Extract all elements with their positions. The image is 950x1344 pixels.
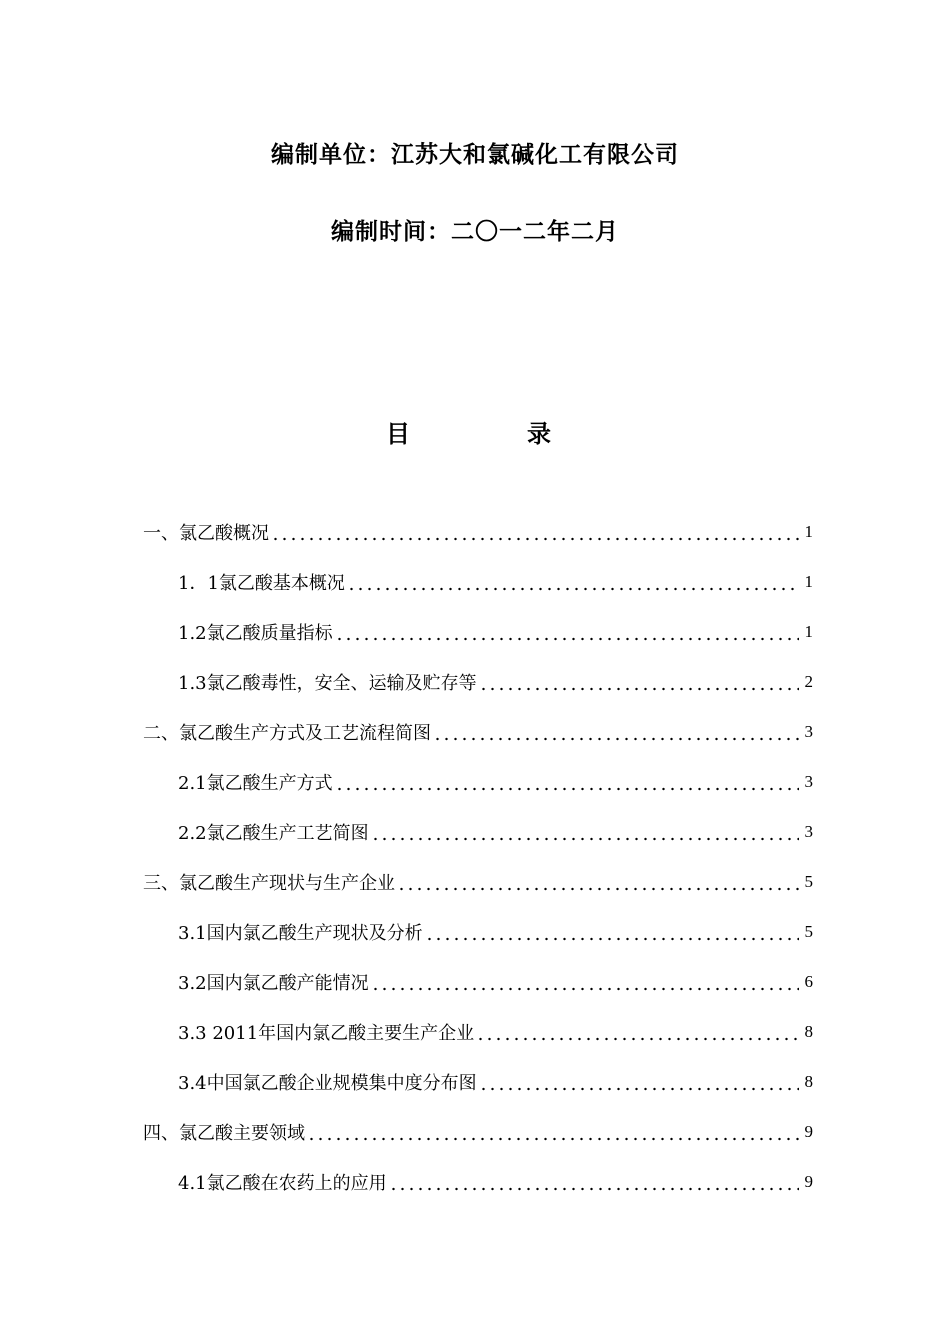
toc-entry[interactable]: [143, 1057, 813, 1107]
toc-entry-label: 3.3 2011年国内氯乙酸主要生产企业: [178, 1023, 475, 1044]
toc-entry-label: 1．1氯乙酸基本概况: [178, 573, 345, 594]
toc-dot-leader: [335, 773, 799, 791]
toc-entry[interactable]: [143, 507, 813, 557]
toc-entry-page-number: 1: [804, 622, 813, 641]
toc-entry[interactable]: [143, 557, 813, 607]
compiling-unit: 编制单位：江苏大和氯碱化工有限公司: [271, 141, 679, 168]
toc-entry[interactable]: [143, 757, 813, 807]
toc-entry-page-number: 3: [804, 772, 813, 791]
toc-dot-leader: [389, 1173, 799, 1191]
toc-entry-label: 2.1氯乙酸生产方式: [178, 773, 333, 794]
toc-entry-label: 3.2国内氯乙酸产能情况: [178, 973, 369, 994]
toc-dot-leader: [335, 623, 799, 641]
toc-entry-label: 2.2氯乙酸生产工艺简图: [178, 823, 369, 844]
toc-entry-page-number: 9: [804, 1172, 813, 1191]
toc-dot-leader: [371, 973, 799, 991]
toc-entry[interactable]: [143, 607, 813, 657]
toc-entry-label: 4.1氯乙酸在农药上的应用: [178, 1173, 387, 1194]
toc-title: [0, 414, 950, 448]
toc-dot-leader: [479, 1073, 799, 1091]
toc-dot-leader: [271, 523, 799, 541]
compiling-date: 编制时间：二〇一二年二月: [331, 218, 619, 245]
toc-entry-label: 1.2氯乙酸质量指标: [178, 623, 333, 644]
toc-entry[interactable]: [143, 1107, 813, 1157]
toc-entry-page-number: 5: [804, 872, 813, 891]
toc-entry-page-number: 8: [804, 1022, 813, 1041]
toc-entry-label: 二、氯乙酸生产方式及工艺流程简图: [143, 723, 431, 744]
toc-entry-label: 3.1国内氯乙酸生产现状及分析: [178, 923, 423, 944]
toc-entry-page-number: 3: [804, 822, 813, 841]
toc-entry[interactable]: [143, 1007, 813, 1057]
toc-entry-page-number: 1: [804, 572, 813, 591]
toc-entry-page-number: 6: [804, 972, 813, 991]
toc-entry[interactable]: [143, 857, 813, 907]
toc-dot-leader: [307, 1123, 799, 1141]
toc-entry[interactable]: [143, 807, 813, 857]
toc-entry[interactable]: [143, 957, 813, 1007]
toc-dot-leader: [347, 573, 799, 591]
toc-dot-leader: [371, 823, 799, 841]
toc-entry[interactable]: [143, 1157, 813, 1207]
toc-entry[interactable]: [143, 707, 813, 757]
table-of-contents: [143, 507, 813, 1207]
toc-entry-page-number: 2: [804, 672, 813, 691]
toc-dot-leader: [433, 723, 799, 741]
toc-dot-leader: [397, 873, 799, 891]
toc-entry-page-number: 3: [804, 722, 813, 741]
toc-title-right: 录: [527, 419, 551, 448]
toc-entry-page-number: 5: [804, 922, 813, 941]
toc-entry-label: 3.4中国氯乙酸企业规模集中度分布图: [178, 1073, 477, 1094]
toc-entry[interactable]: [143, 907, 813, 957]
toc-entry-label: 一、氯乙酸概况: [143, 523, 269, 544]
toc-entry-page-number: 9: [804, 1122, 813, 1141]
toc-entry-page-number: 8: [804, 1072, 813, 1091]
toc-dot-leader: [479, 673, 799, 691]
toc-dot-leader: [425, 923, 799, 941]
toc-entry[interactable]: [143, 657, 813, 707]
toc-dot-leader: [476, 1023, 799, 1041]
toc-entry-label: 1.3氯乙酸毒性，安全、运输及贮存等: [178, 673, 477, 694]
toc-entry-page-number: 1: [804, 522, 813, 541]
toc-entry-label: 四、氯乙酸主要领域: [143, 1123, 305, 1144]
toc-title-left: 目: [386, 419, 410, 448]
toc-entry-label: 三、氯乙酸生产现状与生产企业: [143, 873, 395, 894]
